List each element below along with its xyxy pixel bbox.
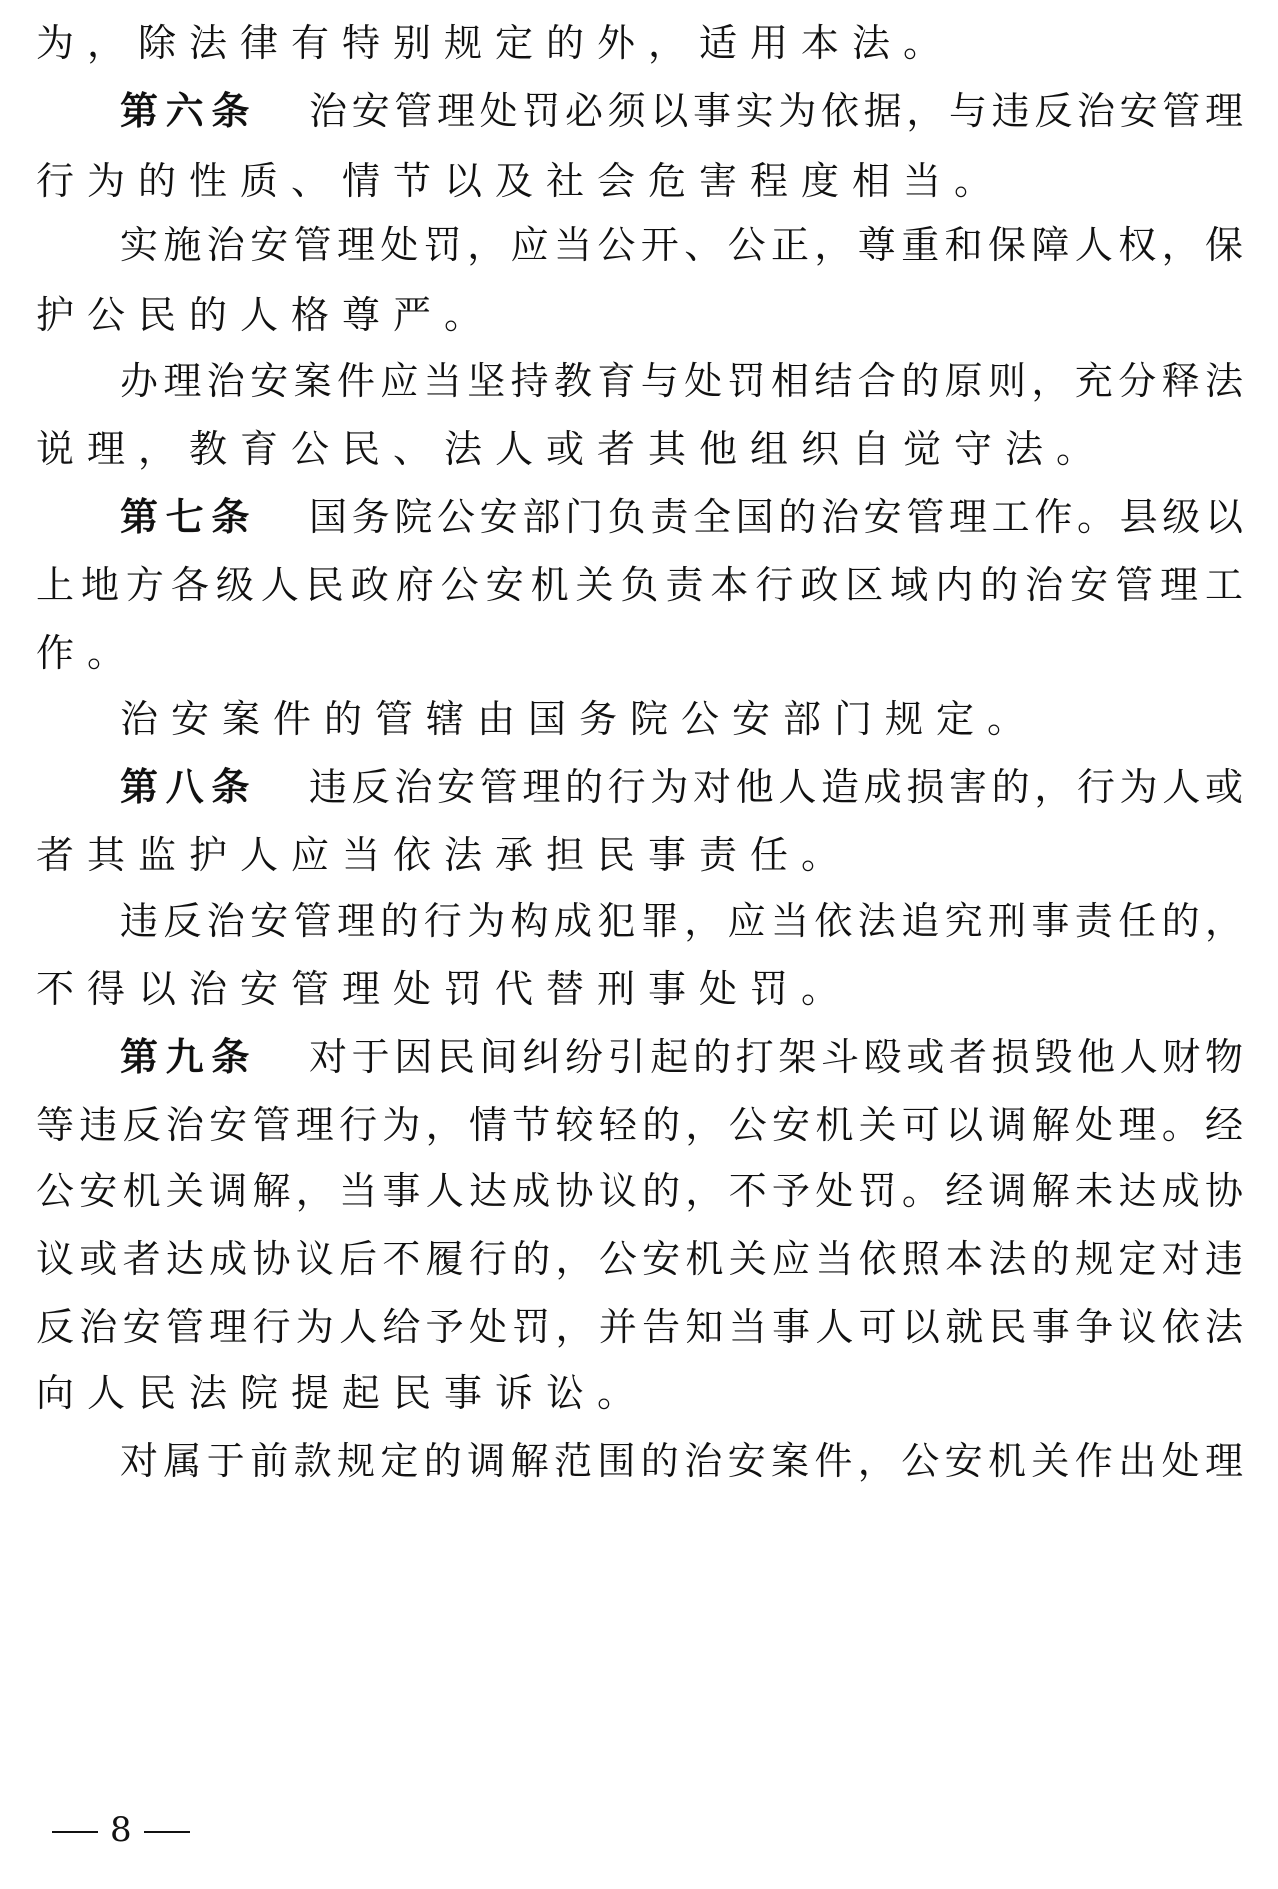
line-text: 向人民法院提起民事诉讼。 [36,1371,649,1415]
line-text: 对属于前款规定的调解范围的治安案件，公安机关作出处理 [120,1439,1244,1483]
line-text: 议或者达成协议后不履行的，公安机关应当依照本法的规定对违 [36,1237,1244,1281]
text-line [36,618,1244,688]
article-number: 第八条 [120,765,257,809]
text-line [120,1426,1244,1496]
line-text: 行为的性质、情节以及社会危害程度相当。 [36,159,1006,203]
text-line [36,1090,1244,1160]
line-text: 者其监护人应当依法承担民事责任。 [36,833,853,877]
line-text: 治安案件的管辖由国务院公安部门规定。 [120,697,1039,741]
line-text: 护公民的人格尊严。 [36,293,496,337]
text-line [120,210,1244,280]
page-number: 8 [110,1810,132,1850]
footer-dash-left [52,1831,98,1833]
article-6-heading-line [120,76,1244,146]
text-line [36,1358,1244,1428]
text-line [120,684,1244,754]
article-number: 第九条 [120,1035,257,1079]
text-line [36,1292,1244,1362]
line-text: 不得以治安管理处罚代替刑事处罚。 [36,967,853,1011]
line-text: 实施治安管理处罚，应当公开、公正，尊重和保障人权，保 [120,223,1244,267]
line-text: 等违反治安管理行为，情节较轻的，公安机关可以调解处理。经 [36,1103,1244,1147]
line-text: 反治安管理行为人给予处罚，并告知当事人可以就民事争议依法 [36,1305,1244,1349]
text-line [36,1224,1244,1294]
text-line [36,414,1244,484]
line-text: 治安管理处罚必须以事实为依据，与违反治安管理 [309,89,1244,133]
line-text: 国务院公安部门负责全国的治安管理工作。县级以 [309,495,1244,539]
text-line [36,550,1244,620]
line-text: 作。 [36,631,139,675]
article-8-heading-line [120,752,1244,822]
line-text: 公安机关调解，当事人达成协议的，不予处罚。经调解未达成协 [36,1169,1244,1213]
page-footer [40,1806,202,1854]
text-line [36,8,1244,78]
text-line [36,1156,1244,1226]
article-7-heading-line [120,482,1244,552]
text-line [120,346,1244,416]
line-text: 违反治安管理的行为构成犯罪，应当依法追究刑事责任的， [120,899,1244,943]
article-9-heading-line [120,1022,1244,1092]
text-line [36,280,1244,350]
line-text: 违反治安管理的行为对他人造成损害的，行为人或 [309,765,1244,809]
article-number: 第七条 [120,495,257,539]
article-number: 第六条 [120,89,257,133]
footer-dash-right [144,1831,190,1833]
line-text: 说理，教育公民、法人或者其他组织自觉守法。 [36,427,1108,471]
line-text: 对于因民间纠纷引起的打架斗殴或者损毁他人财物 [309,1035,1244,1079]
line-text: 为，除法律有特别规定的外，适用本法。 [36,21,955,65]
text-line [36,954,1244,1024]
text-line [120,886,1244,956]
line-text: 办理治安案件应当坚持教育与处罚相结合的原则，充分释法 [120,359,1244,403]
text-line [36,820,1244,890]
text-line [36,146,1244,216]
line-text: 上地方各级人民政府公安机关负责本行政区域内的治安管理工 [36,563,1244,607]
